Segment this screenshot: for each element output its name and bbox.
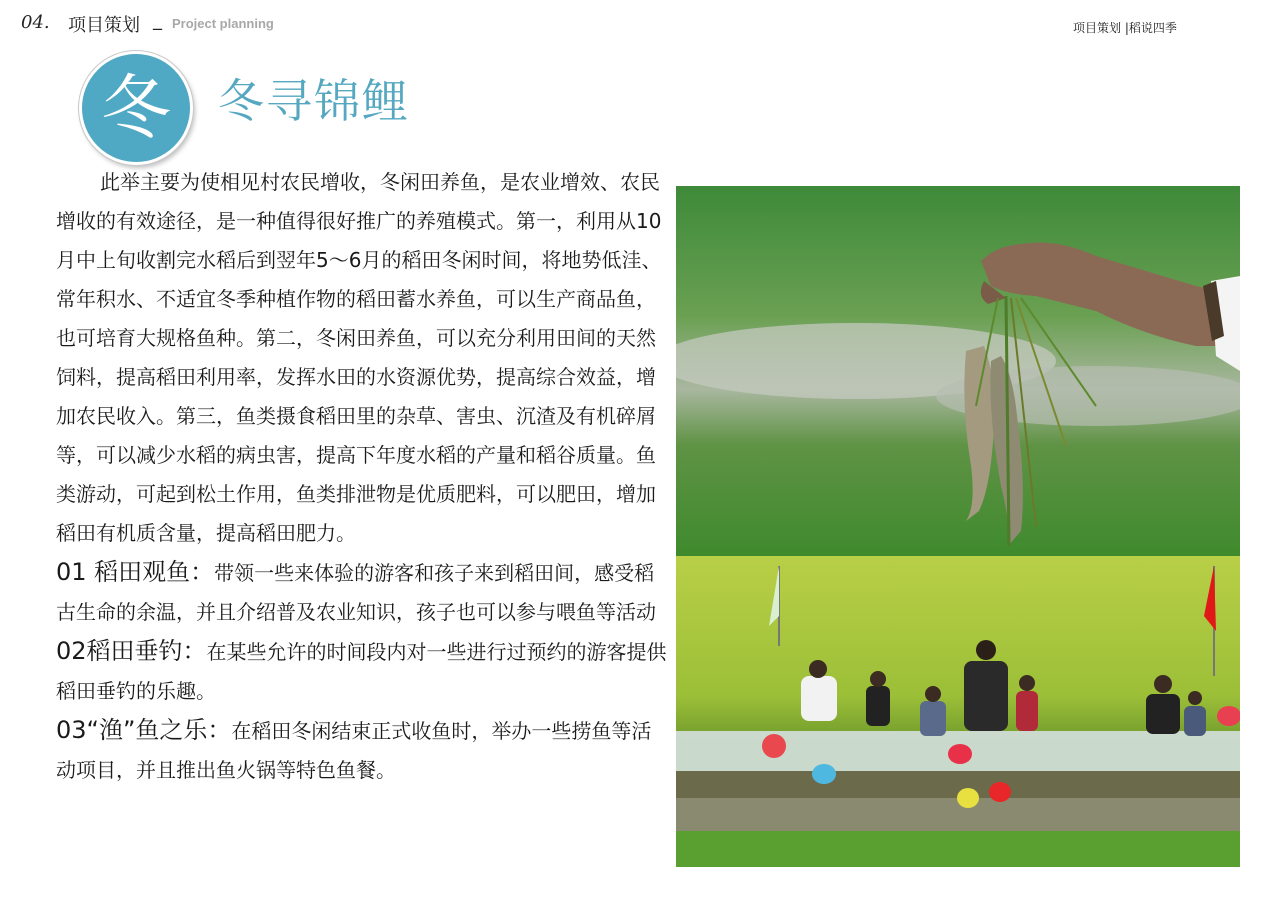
intro-paragraph: 此举主要为使相见村农民增收，冬闲田养鱼，是农业增效、农民增收的有效途径，是一种值得很好推广的养殖模式。第一，利用从10月中上旬收割完水稻后到翌年5～6月的稻田冬闲时间，将地势低洼、常年积水、不适宜冬季种植作物的稻田蓄水养鱼，可以生产商品鱼，也可培育大规格鱼种。第二，冬闲田养鱼，可以充分利用田间的天然饲料，提高稻田利用率，发挥水田的水资源优势，提高综合效益，增加农民收入。第三，鱼类摄食稻田里的杂草、害虫、沉渣及有机碎屑等，可以减少水稻的病虫害，提高下年度水稻的产量和稻谷质量。鱼类游动，可起到松土作用，鱼类排泄物是优质肥料，可以肥田，增加稻田有机质含量，提高稻田肥力。 <box>56 170 662 545</box>
rice-field-photo <box>676 556 1240 867</box>
fish-catch-photo <box>676 186 1240 556</box>
header-separator: _ <box>153 10 162 31</box>
list-item <box>56 553 668 632</box>
item-text: 在某些允许的时间段内对一些进行过预约的游客提供稻田垂钓的乐趣。 <box>56 640 667 703</box>
item-text: 在稻田冬闲结束正式收鱼时，举办一些捞鱼等活动项目，并且推出鱼火锅等特色鱼餐。 <box>56 719 652 782</box>
item-heading: 03“渔”鱼之乐： <box>56 716 232 744</box>
body-text <box>56 163 668 790</box>
badge-character: 冬 <box>101 67 171 149</box>
header-section-title: 项目策划 <box>68 15 140 36</box>
season-badge <box>79 51 193 165</box>
item-heading: 02稻田垂钓： <box>56 637 207 665</box>
list-item <box>56 632 668 711</box>
header-section-english: Project planning <box>172 16 274 31</box>
item-text: 带领一些来体验的游客和孩子来到稻田间，感受稻古生命的余温，并且介绍普及农业知识，孩子也可以参与喂鱼等活动 <box>56 561 656 624</box>
section-title: 冬寻锦鲤 <box>218 74 410 128</box>
header-running-title: 项目策划 |稻说四季 <box>1073 21 1177 35</box>
item-heading: 01 稻田观鱼： <box>56 558 215 586</box>
list-item <box>56 711 668 790</box>
page-number: 04. <box>21 12 50 33</box>
